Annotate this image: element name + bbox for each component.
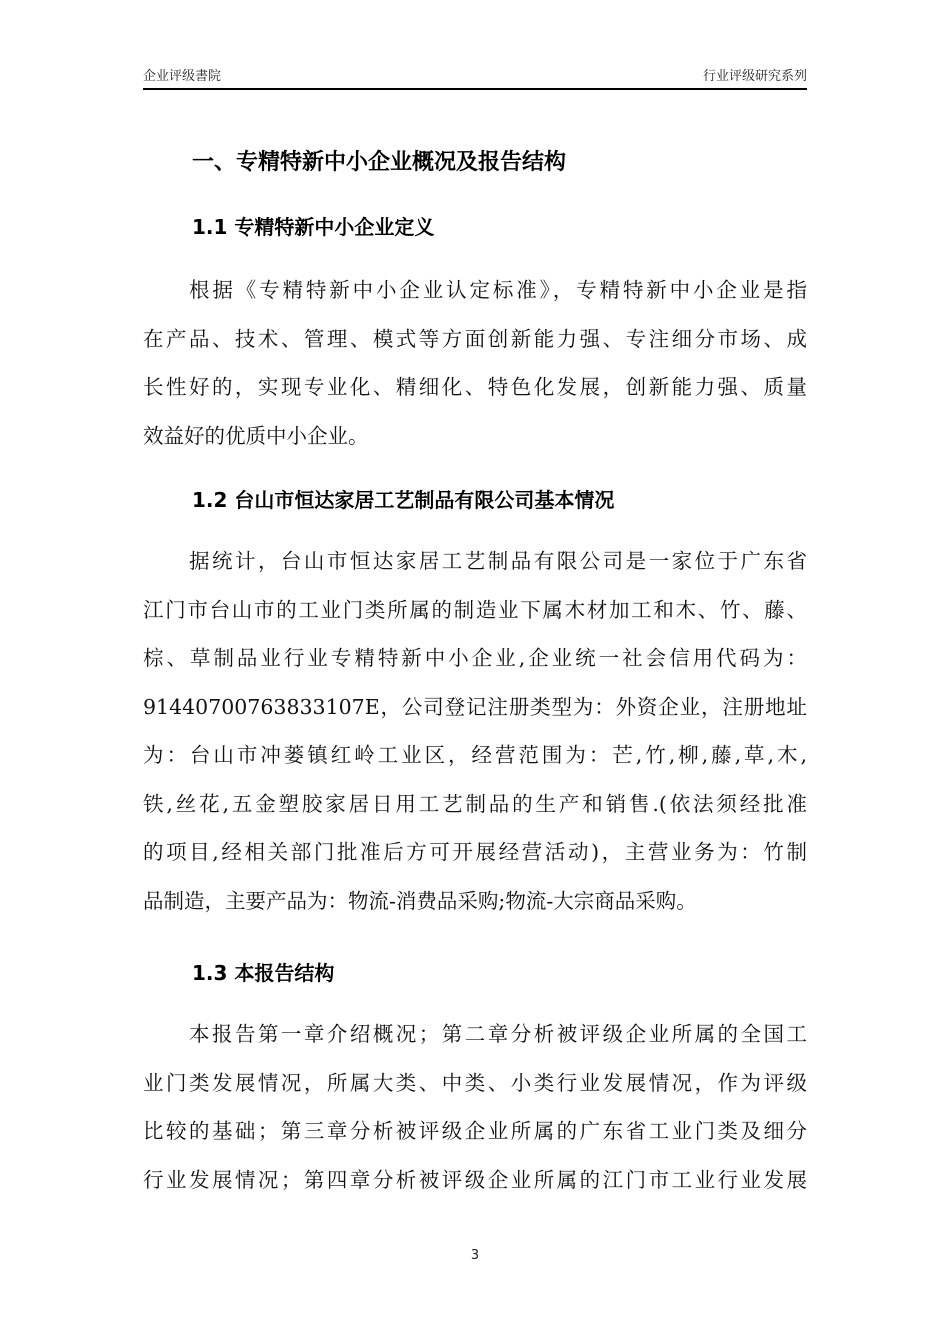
text-line: 铁,丝花,五金塑胶家居日用工艺制品的生产和销售.(依法须经批准 xyxy=(143,791,807,816)
paragraph-company-info xyxy=(143,537,807,925)
text-line: 的项目,经相关部门批准后方可开展经营活动)，主营业务为：竹制 xyxy=(143,840,807,864)
text-line: 行业发展情况；第四章分析被评级企业所属的江门市工业行业发展 xyxy=(143,1167,807,1192)
header-publisher: 企业评级書院 xyxy=(143,69,222,84)
section-heading-1-3: 1.3 本报告结构 xyxy=(192,961,335,985)
paragraph-report-structure xyxy=(143,1010,807,1204)
text-line: 本报告第一章介绍概况；第二章分析被评级企业所属的全国工 xyxy=(189,1022,807,1046)
text-line: 棕、草制品业行业专精特新中小企业,企业统一社会信用代码为： xyxy=(143,646,807,670)
text-line: 根据《专精特新中小企业认定标准》，专精特新中小企业是指 xyxy=(189,278,807,302)
text-line: 效益好的优质中小企业。 xyxy=(143,423,369,448)
text-line: 业门类发展情况，所属大类、中类、小类行业发展情况，作为评级 xyxy=(143,1070,807,1095)
section-heading-1-2: 1.2 台山市恒达家居工艺制品有限公司基本情况 xyxy=(192,488,615,512)
section-heading-1-1: 1.1 专精特新中小企业定义 xyxy=(192,215,435,239)
text-line: 在产品、技术、管理、模式等方面创新能力强、专注细分市场、成 xyxy=(143,326,807,351)
page-header xyxy=(143,68,807,90)
page-number: 3 xyxy=(470,1248,480,1263)
paragraph-definition xyxy=(143,266,807,460)
text-line: 长性好的，实现专业化、精细化、特色化发展，创新能力强、质量 xyxy=(143,375,807,399)
header-series: 行业评级研究系列 xyxy=(702,69,807,84)
chapter-title: 一、专精特新中小企业概况及报告结构 xyxy=(192,150,567,175)
text-line: 比较的基础；第三章分析被评级企业所属的广东省工业门类及细分 xyxy=(143,1119,807,1143)
text-line: 品制造，主要产品为：物流-消费品采购;物流-大宗商品采购。 xyxy=(143,888,697,913)
text-line: 91440700763833107E，公司登记注册类型为：外资企业，注册地址 xyxy=(143,694,807,719)
text-line: 为：台山市冲蒌镇红岭工业区，经营范围为：芒,竹,柳,藤,草,木, xyxy=(143,743,807,767)
text-line: 据统计，台山市恒达家居工艺制品有限公司是一家位于广东省 xyxy=(189,549,807,573)
text-line: 江门市台山市的工业门类所属的制造业下属木材加工和木、竹、藤、 xyxy=(143,597,807,622)
